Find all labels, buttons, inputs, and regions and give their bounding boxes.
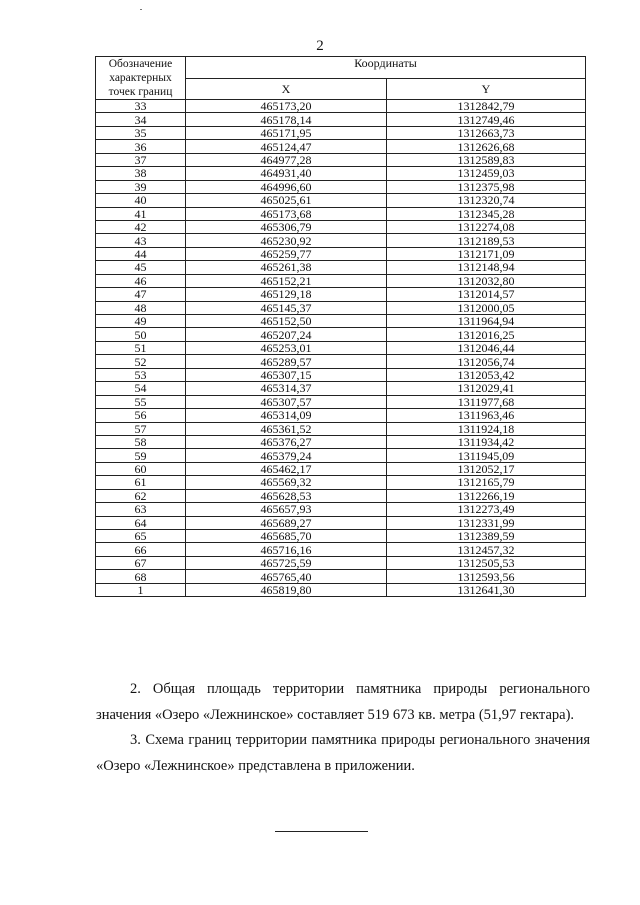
table-row — [96, 516, 586, 529]
table-row — [96, 100, 586, 113]
cell-point-number: 35 — [96, 126, 186, 139]
table-row — [96, 449, 586, 462]
table-row — [96, 301, 586, 314]
cell-x: 465129,18 — [186, 288, 387, 301]
cell-y: 1311934,42 — [387, 435, 586, 448]
cell-point-number: 55 — [96, 395, 186, 408]
header-x: X — [186, 78, 387, 100]
cell-point-number: 48 — [96, 301, 186, 314]
cell-point-number: 46 — [96, 274, 186, 287]
cell-y: 1312266,19 — [387, 489, 586, 502]
cell-x: 465261,38 — [186, 261, 387, 274]
table-row — [96, 126, 586, 139]
cell-x: 465178,14 — [186, 113, 387, 126]
table-row — [96, 583, 586, 596]
cell-point-number: 41 — [96, 207, 186, 220]
cell-y: 1312165,79 — [387, 476, 586, 489]
cell-y: 1311977,68 — [387, 395, 586, 408]
cell-point-number: 68 — [96, 570, 186, 583]
cell-y: 1312032,80 — [387, 274, 586, 287]
cell-point-number: 54 — [96, 382, 186, 395]
cell-point-number: 63 — [96, 503, 186, 516]
table-row — [96, 194, 586, 207]
cell-point-number: 49 — [96, 315, 186, 328]
table-row — [96, 288, 586, 301]
page-number: 2 — [316, 38, 324, 54]
cell-x: 465725,59 — [186, 556, 387, 569]
table-row — [96, 140, 586, 153]
cell-y: 1312014,57 — [387, 288, 586, 301]
cell-y: 1312046,44 — [387, 341, 586, 354]
table-row — [96, 395, 586, 408]
cell-x: 465716,16 — [186, 543, 387, 556]
table-row — [96, 489, 586, 502]
cell-x: 465306,79 — [186, 220, 387, 233]
cell-x: 465657,93 — [186, 503, 387, 516]
table-row — [96, 355, 586, 368]
cell-x: 465314,37 — [186, 382, 387, 395]
cell-y: 1312626,68 — [387, 140, 586, 153]
cell-y: 1312457,32 — [387, 543, 586, 556]
table-row — [96, 435, 586, 448]
cell-point-number: 51 — [96, 341, 186, 354]
cell-x: 464931,40 — [186, 167, 387, 180]
table-row — [96, 368, 586, 381]
cell-y: 1312320,74 — [387, 194, 586, 207]
cell-point-number: 39 — [96, 180, 186, 193]
table-row — [96, 153, 586, 166]
cell-y: 1312375,98 — [387, 180, 586, 193]
table-row — [96, 274, 586, 287]
cell-x: 465207,24 — [186, 328, 387, 341]
cell-y: 1312593,56 — [387, 570, 586, 583]
cell-point-number: 42 — [96, 220, 186, 233]
cell-y: 1312052,17 — [387, 462, 586, 475]
cell-x: 465230,92 — [186, 234, 387, 247]
cell-point-number: 36 — [96, 140, 186, 153]
cell-x: 465376,27 — [186, 435, 387, 448]
table-row — [96, 261, 586, 274]
coordinates-table — [95, 56, 586, 597]
table-row — [96, 113, 586, 126]
table-row — [96, 462, 586, 475]
signature-line — [275, 831, 368, 832]
header-y: Y — [387, 78, 586, 100]
cell-y: 1312663,73 — [387, 126, 586, 139]
cell-point-number: 44 — [96, 247, 186, 260]
cell-y: 1312589,83 — [387, 153, 586, 166]
cell-x: 465765,40 — [186, 570, 387, 583]
table-row — [96, 328, 586, 341]
cell-y: 1312749,46 — [387, 113, 586, 126]
cell-x: 464977,28 — [186, 153, 387, 166]
header-point-designation: Обозначение характерных точек границ — [96, 57, 186, 100]
table-row — [96, 207, 586, 220]
cell-y: 1311963,46 — [387, 409, 586, 422]
cell-x: 465628,53 — [186, 489, 387, 502]
cell-x: 465685,70 — [186, 530, 387, 543]
cell-x: 465259,77 — [186, 247, 387, 260]
cell-x: 465152,50 — [186, 315, 387, 328]
cell-x: 465689,27 — [186, 516, 387, 529]
cell-point-number: 52 — [96, 355, 186, 368]
cell-x: 465307,57 — [186, 395, 387, 408]
cell-point-number: 59 — [96, 449, 186, 462]
cell-point-number: 61 — [96, 476, 186, 489]
cell-x: 465152,21 — [186, 274, 387, 287]
cell-y: 1311924,18 — [387, 422, 586, 435]
cell-x: 465569,32 — [186, 476, 387, 489]
cell-y: 1312273,49 — [387, 503, 586, 516]
cell-x: 465173,20 — [186, 100, 387, 113]
cell-y: 1312389,59 — [387, 530, 586, 543]
cell-y: 1311945,09 — [387, 449, 586, 462]
cell-point-number: 56 — [96, 409, 186, 422]
cell-point-number: 64 — [96, 516, 186, 529]
cell-point-number: 60 — [96, 462, 186, 475]
cell-y: 1312842,79 — [387, 100, 586, 113]
cell-point-number: 62 — [96, 489, 186, 502]
cell-point-number: 45 — [96, 261, 186, 274]
cell-point-number: 37 — [96, 153, 186, 166]
header-coordinates: Координаты — [186, 57, 586, 79]
table-row — [96, 382, 586, 395]
cell-point-number: 1 — [96, 583, 186, 596]
cell-y: 1312459,03 — [387, 167, 586, 180]
table-row — [96, 220, 586, 233]
paragraph-boundary-scheme: 3. Схема границ территории памятника природы регионального значения «Озеро «Лежнинское» представлена в приложении. — [96, 732, 590, 774]
cell-point-number: 53 — [96, 368, 186, 381]
cell-point-number: 67 — [96, 556, 186, 569]
cell-y: 1312016,25 — [387, 328, 586, 341]
cell-y: 1312000,05 — [387, 301, 586, 314]
cell-x: 465314,09 — [186, 409, 387, 422]
cell-point-number: 33 — [96, 100, 186, 113]
paragraph-total-area: 2. Общая площадь территории памятника природы регионального значения «Озеро «Лежнинское» составляет 519 673 кв. метра (51,97 гектара). — [96, 681, 590, 723]
cell-y: 1312171,09 — [387, 247, 586, 260]
cell-y: 1312505,53 — [387, 556, 586, 569]
cell-x: 465173,68 — [186, 207, 387, 220]
table-row — [96, 315, 586, 328]
cell-x: 465379,24 — [186, 449, 387, 462]
cell-y: 1311964,94 — [387, 315, 586, 328]
cell-x: 465289,57 — [186, 355, 387, 368]
cell-x: 464996,60 — [186, 180, 387, 193]
table-row — [96, 476, 586, 489]
cell-y: 1312056,74 — [387, 355, 586, 368]
table-row — [96, 247, 586, 260]
cell-y: 1312345,28 — [387, 207, 586, 220]
cell-x: 465025,61 — [186, 194, 387, 207]
table-row — [96, 422, 586, 435]
cell-point-number: 47 — [96, 288, 186, 301]
cell-point-number: 40 — [96, 194, 186, 207]
table-row — [96, 180, 586, 193]
cell-y: 1312029,41 — [387, 382, 586, 395]
table-row — [96, 341, 586, 354]
cell-point-number: 43 — [96, 234, 186, 247]
cell-y: 1312148,94 — [387, 261, 586, 274]
cell-x: 465361,52 — [186, 422, 387, 435]
cell-x: 465124,47 — [186, 140, 387, 153]
cell-point-number: 57 — [96, 422, 186, 435]
table-row — [96, 543, 586, 556]
table-row — [96, 167, 586, 180]
table-row — [96, 503, 586, 516]
cell-point-number: 50 — [96, 328, 186, 341]
cell-x: 465253,01 — [186, 341, 387, 354]
table-body — [96, 100, 586, 597]
cell-point-number: 38 — [96, 167, 186, 180]
cell-point-number: 65 — [96, 530, 186, 543]
cell-x: 465145,37 — [186, 301, 387, 314]
table-row — [96, 570, 586, 583]
table-row — [96, 234, 586, 247]
cell-y: 1312189,53 — [387, 234, 586, 247]
table-row — [96, 530, 586, 543]
table-row — [96, 556, 586, 569]
cell-y: 1312331,99 — [387, 516, 586, 529]
cell-y: 1312641,30 — [387, 583, 586, 596]
cell-x: 465462,17 — [186, 462, 387, 475]
cell-point-number: 34 — [96, 113, 186, 126]
cell-y: 1312274,08 — [387, 220, 586, 233]
cell-x: 465307,15 — [186, 368, 387, 381]
cell-y: 1312053,42 — [387, 368, 586, 381]
cell-point-number: 66 — [96, 543, 186, 556]
cell-x: 465171,95 — [186, 126, 387, 139]
cell-point-number: 58 — [96, 435, 186, 448]
cell-x: 465819,80 — [186, 583, 387, 596]
table-row — [96, 409, 586, 422]
